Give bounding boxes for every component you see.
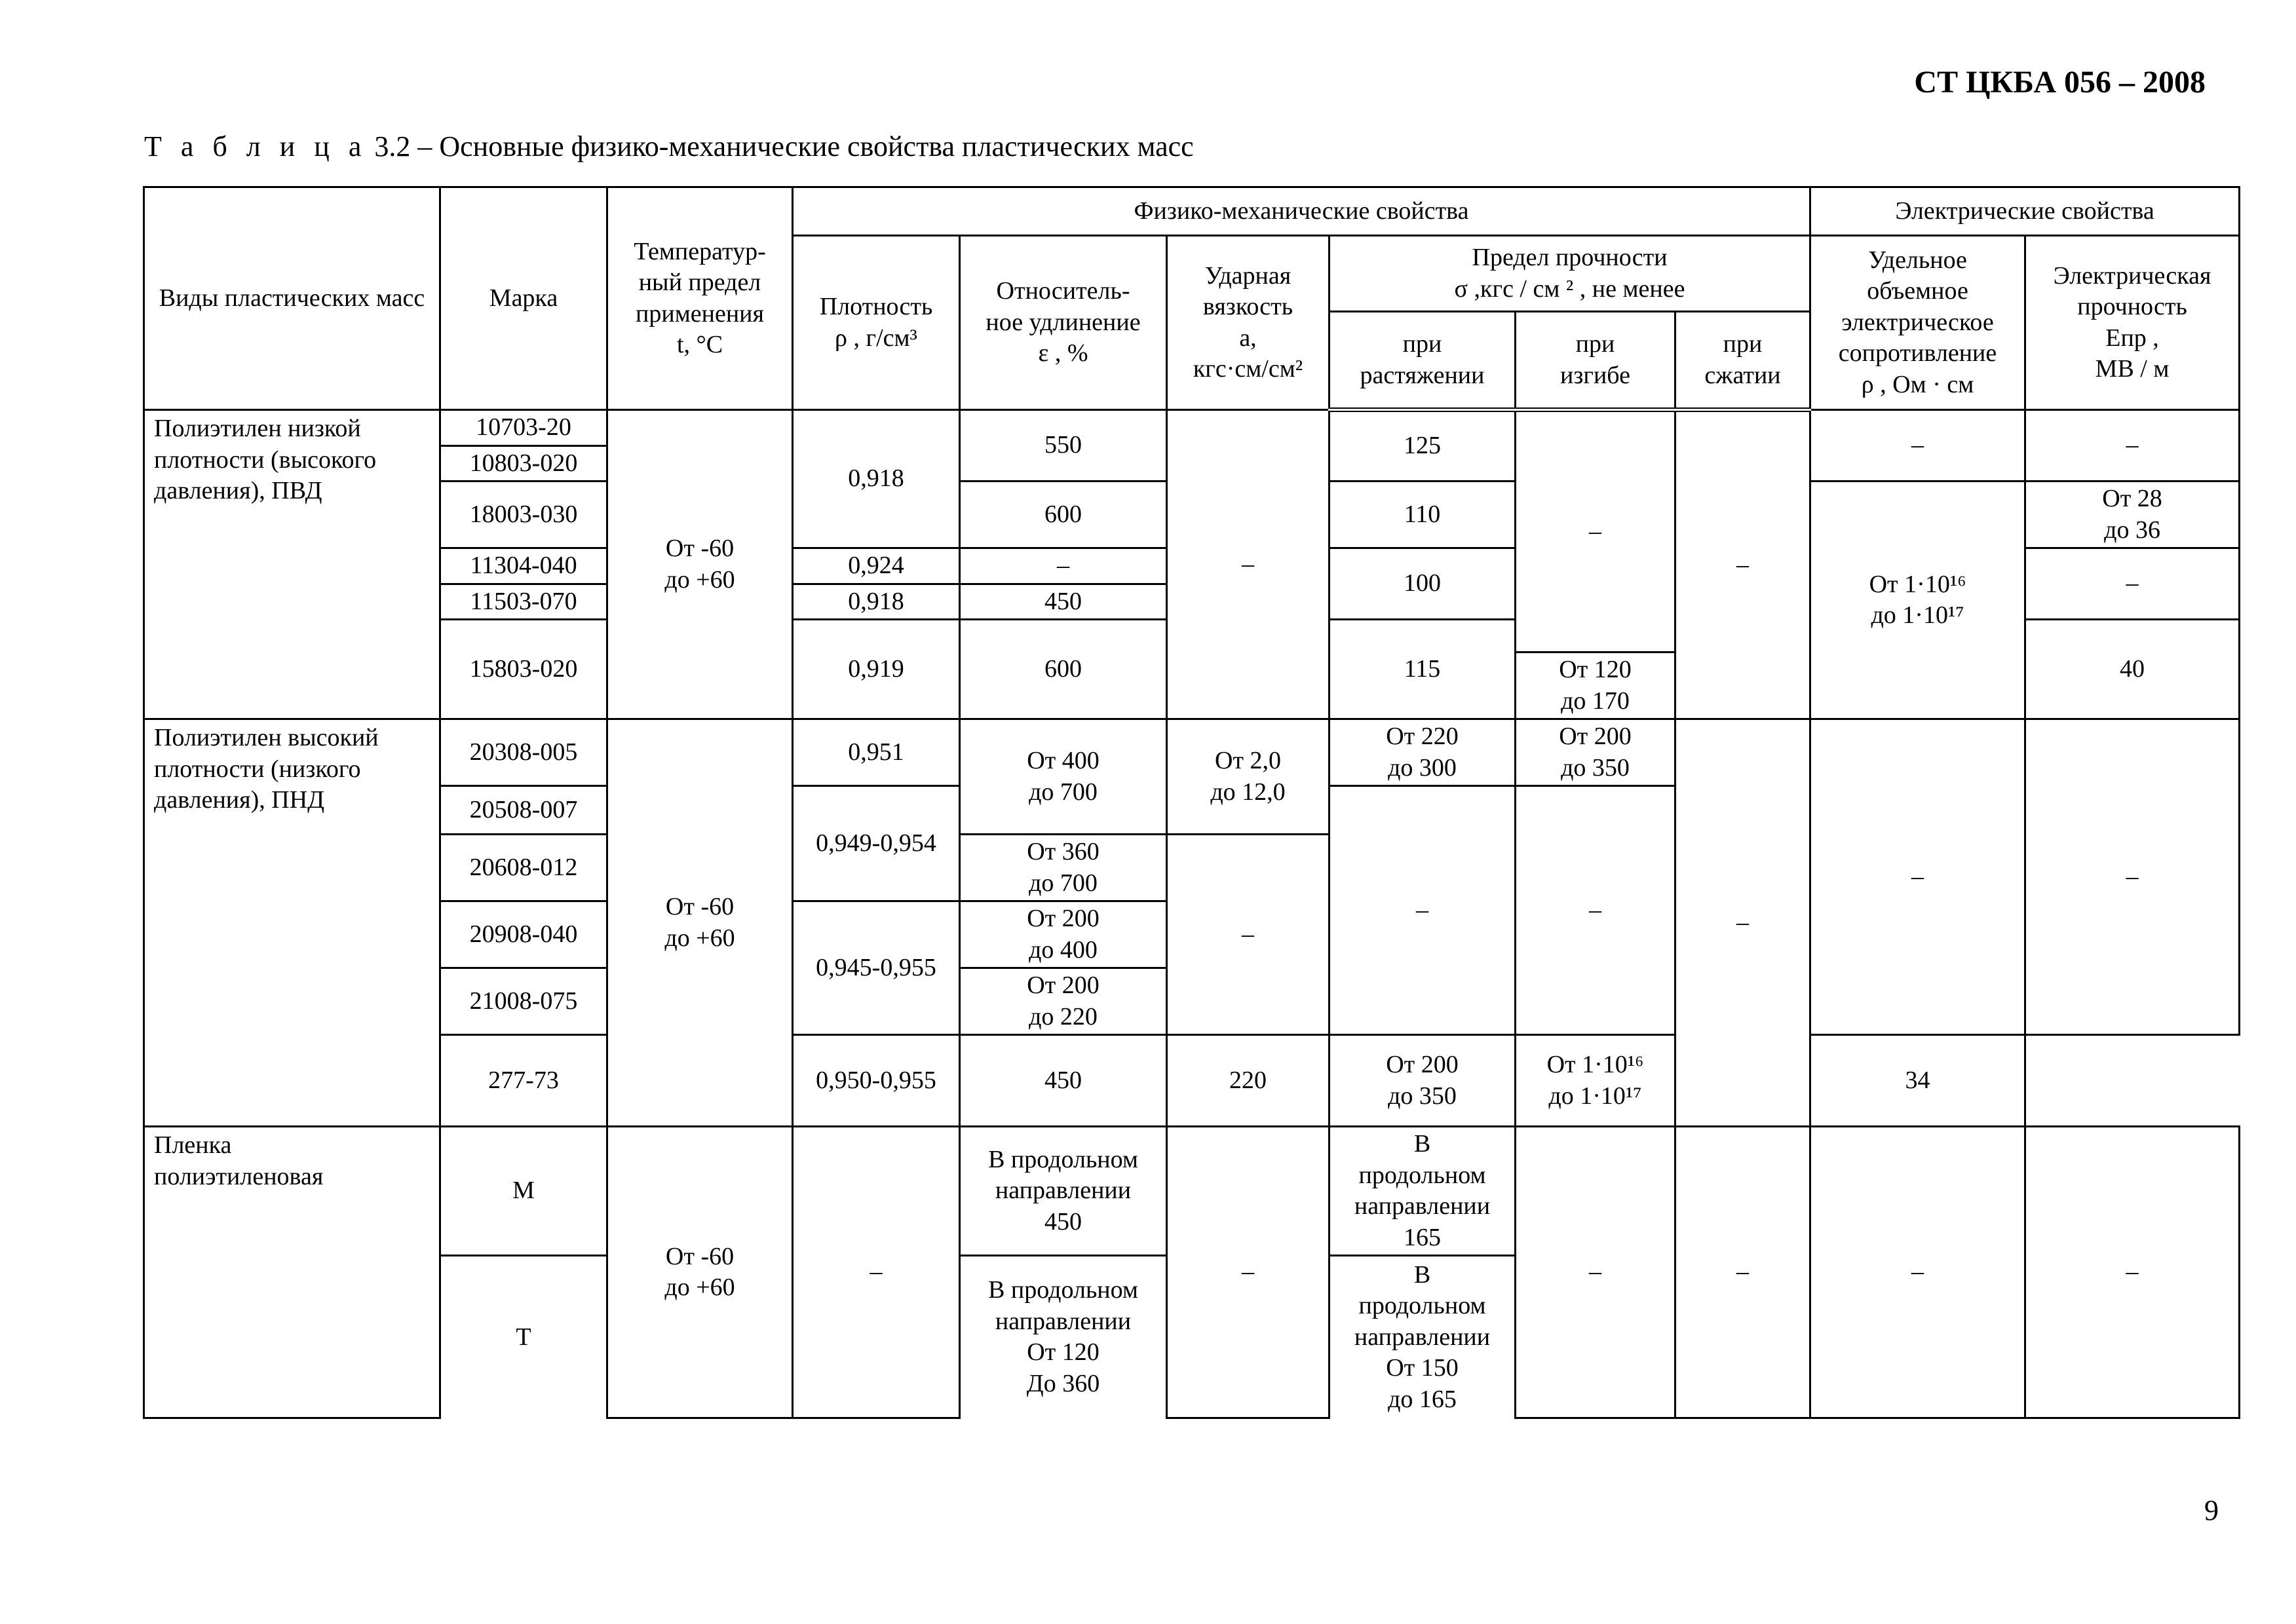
impact-cell: – bbox=[1167, 835, 1330, 1035]
dielectric-cell: – bbox=[2025, 1127, 2240, 1418]
temp-cell: От -60 до +60 bbox=[607, 1127, 793, 1418]
bending-cell: От 200 до 350 bbox=[1516, 719, 1675, 786]
temp-cell: От -60 до +60 bbox=[607, 410, 793, 719]
density-cell: 0,924 bbox=[793, 548, 960, 584]
tensile-cell: 125 bbox=[1330, 410, 1516, 482]
col-header-density: Плотность ρ , г/см³ bbox=[793, 236, 960, 410]
col-header-brand: Марка bbox=[440, 187, 607, 410]
elongation-cell: 600 bbox=[960, 620, 1167, 719]
elongation-cell: – bbox=[960, 548, 1167, 584]
resistivity-cell: – bbox=[1810, 1127, 2025, 1418]
bending-cell: От 120 до 170 bbox=[1516, 652, 1675, 719]
bending-cell: – bbox=[1516, 410, 1675, 652]
elongation-cell: В продольном направлении От 120 До 360 bbox=[960, 1256, 1167, 1418]
material-type-film: Пленка полиэтиленовая bbox=[144, 1127, 440, 1418]
brand-cell: 15803-020 bbox=[440, 620, 607, 719]
elongation-cell: От 360 до 700 bbox=[960, 835, 1167, 901]
col-header-bending: при изгибе bbox=[1516, 312, 1675, 410]
col-header-strength: Предел прочности σ ,кгс / см ² , не менее bbox=[1330, 236, 1810, 312]
brand-cell: 11503-070 bbox=[440, 584, 607, 620]
tensile-cell: 115 bbox=[1330, 620, 1516, 719]
resistivity-cell: – bbox=[1810, 719, 2025, 1035]
elongation-cell: От 400 до 700 bbox=[960, 719, 1167, 835]
brand-cell: 11304-040 bbox=[440, 548, 607, 584]
density-cell: – bbox=[793, 1127, 960, 1418]
resistivity-cell: – bbox=[1810, 410, 2025, 482]
dielectric-cell: – bbox=[2025, 410, 2240, 482]
dielectric-cell: 34 bbox=[1810, 1035, 2025, 1127]
elongation-cell: 600 bbox=[960, 482, 1167, 548]
table-caption bbox=[144, 130, 1194, 163]
compress-cell: – bbox=[1675, 410, 1810, 719]
compress-cell: – bbox=[1675, 1127, 1810, 1418]
brand-cell: 20308-005 bbox=[440, 719, 607, 786]
tensile-cell: От 220 до 300 bbox=[1330, 719, 1516, 786]
impact-cell: – bbox=[1167, 410, 1330, 719]
resistivity-cell: От 1·10¹⁶ до 1·10¹⁷ bbox=[1810, 482, 2025, 719]
dielectric-cell: – bbox=[2025, 548, 2240, 620]
bending-cell: – bbox=[1516, 1127, 1675, 1418]
elongation-cell: 550 bbox=[960, 410, 1167, 482]
col-header-type: Виды пластических масс bbox=[144, 187, 440, 410]
elongation-cell: От 200 до 400 bbox=[960, 901, 1167, 968]
density-cell: 0,918 bbox=[793, 584, 960, 620]
col-header-elec-group: Электрические свойства bbox=[1810, 187, 2240, 236]
bending-cell: От 200 до 350 bbox=[1330, 1035, 1516, 1127]
caption-number: 3.2 bbox=[374, 130, 411, 162]
caption-title: – Основные физико-механические свойства пластических масс bbox=[417, 130, 1194, 162]
density-cell: 0,945-0,955 bbox=[793, 901, 960, 1035]
col-header-resistivity: Удельное объемное электрическое сопротивление ρ , Ом · см bbox=[1810, 236, 2025, 410]
col-header-compress: при сжатии bbox=[1675, 312, 1810, 410]
temp-cell: От -60 до +60 bbox=[607, 719, 793, 1127]
tensile-cell: 110 bbox=[1330, 482, 1516, 548]
table-row bbox=[144, 719, 2240, 786]
tensile-cell: В продольном направлении От 150 до 165 bbox=[1330, 1256, 1516, 1418]
impact-cell: От 2,0 до 12,0 bbox=[1167, 719, 1330, 835]
bending-cell: – bbox=[1516, 786, 1675, 1035]
material-type-ldpe: Полиэтилен низкой плотности (высокого давления), ПВД bbox=[144, 410, 440, 719]
brand-cell: Т bbox=[440, 1256, 607, 1418]
density-cell: 0,919 bbox=[793, 620, 960, 719]
resistivity-cell: От 1·10¹⁶ до 1·10¹⁷ bbox=[1516, 1035, 1675, 1127]
page-number: 9 bbox=[2204, 1494, 2219, 1526]
table-row bbox=[144, 1127, 2240, 1256]
brand-cell: 21008-075 bbox=[440, 968, 607, 1035]
tensile-cell: 100 bbox=[1330, 548, 1516, 620]
tensile-cell: 220 bbox=[1167, 1035, 1330, 1127]
brand-cell: 10803-020 bbox=[440, 445, 607, 482]
brand-cell: 20608-012 bbox=[440, 835, 607, 901]
col-header-impact: Ударная вязкость а, кгс·см/см² bbox=[1167, 236, 1330, 410]
elongation-cell: 450 bbox=[960, 584, 1167, 620]
material-type-hdpe: Полиэтилен высокий плотности (низкого давления), ПНД bbox=[144, 719, 440, 1127]
brand-cell: М bbox=[440, 1127, 607, 1256]
dielectric-cell: 40 bbox=[2025, 620, 2240, 719]
density-cell: 0,949-0,954 bbox=[793, 786, 960, 901]
tensile-cell: – bbox=[1330, 786, 1516, 1035]
table-row bbox=[144, 1035, 2240, 1127]
dielectric-cell: – bbox=[2025, 719, 2240, 1035]
compress-cell: – bbox=[1675, 719, 1810, 1127]
density-cell: 0,951 bbox=[793, 719, 960, 786]
brand-cell: 20508-007 bbox=[440, 786, 607, 835]
col-header-phys-group: Физико-механические свойства bbox=[793, 187, 1810, 236]
brand-cell: 18003-030 bbox=[440, 482, 607, 548]
dielectric-cell: От 28 до 36 bbox=[2025, 482, 2240, 548]
caption-label: Т а б л и ц а bbox=[144, 130, 368, 162]
tensile-cell: В продольном направлении 165 bbox=[1330, 1127, 1516, 1256]
density-cell: 0,918 bbox=[793, 410, 960, 548]
properties-table bbox=[143, 186, 2240, 1419]
brand-cell: 10703-20 bbox=[440, 410, 607, 446]
table-row bbox=[144, 410, 2240, 446]
col-header-elongation: Относитель- ное удлинение ε , % bbox=[960, 236, 1167, 410]
col-header-tensile: при растяжении bbox=[1330, 312, 1516, 410]
elongation-cell: 450 bbox=[960, 1035, 1167, 1127]
brand-cell: 277-73 bbox=[440, 1035, 607, 1127]
col-header-dielectric: Электрическая прочность Епр , МВ / м bbox=[2025, 236, 2240, 410]
document-code: СТ ЦКБА 056 – 2008 bbox=[1914, 65, 2206, 100]
elongation-cell: В продольном направлении 450 bbox=[960, 1127, 1167, 1256]
impact-cell: – bbox=[1167, 1127, 1330, 1418]
brand-cell: 20908-040 bbox=[440, 901, 607, 968]
elongation-cell: От 200 до 220 bbox=[960, 968, 1167, 1035]
density-cell: 0,950-0,955 bbox=[793, 1035, 960, 1127]
col-header-temp: Температур- ный предел применения t, °С bbox=[607, 187, 793, 410]
